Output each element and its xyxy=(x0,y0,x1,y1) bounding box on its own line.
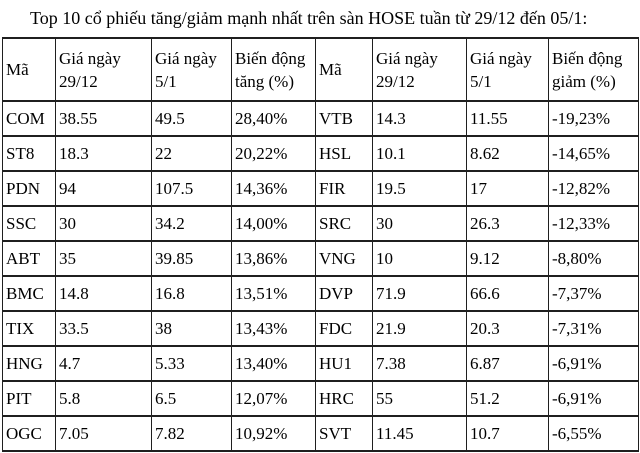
cell-stock-code-gainer: SSC xyxy=(3,206,56,241)
cell-change-up: 10,92% xyxy=(232,416,316,451)
cell-price-0501-gainer: 6.5 xyxy=(152,381,232,416)
cell-price-2912-gainer: 35 xyxy=(56,241,152,276)
table-row xyxy=(3,136,639,171)
cell-price-2912-gainer: 4.7 xyxy=(56,346,152,381)
cell-price-2912-loser: 21.9 xyxy=(373,311,467,346)
table-row xyxy=(3,206,639,241)
cell-price-0501-gainer: 5.33 xyxy=(152,346,232,381)
cell-price-2912-loser: 55 xyxy=(373,381,467,416)
column-header-code-losers: Mã xyxy=(316,38,373,101)
cell-change-down: -14,65% xyxy=(549,136,639,171)
cell-price-0501-loser: 26.3 xyxy=(467,206,549,241)
cell-change-down: -7,37% xyxy=(549,276,639,311)
table-body xyxy=(3,101,639,451)
cell-price-2912-loser: 10.1 xyxy=(373,136,467,171)
cell-stock-code-loser: HU1 xyxy=(316,346,373,381)
cell-price-2912-loser: 7.38 xyxy=(373,346,467,381)
table-row xyxy=(3,311,639,346)
stocks-table xyxy=(2,37,639,452)
cell-change-down: -19,23% xyxy=(549,101,639,136)
cell-change-down: -12,33% xyxy=(549,206,639,241)
column-header-price-2912-losers: Giá ngày 29/12 xyxy=(373,38,467,101)
cell-price-0501-gainer: 107.5 xyxy=(152,171,232,206)
cell-stock-code-loser: HSL xyxy=(316,136,373,171)
cell-stock-code-gainer: HNG xyxy=(3,346,56,381)
cell-stock-code-loser: HRC xyxy=(316,381,373,416)
column-header-change-up: Biến động tăng (%) xyxy=(232,38,316,101)
cell-price-2912-loser: 30 xyxy=(373,206,467,241)
cell-stock-code-loser: VNG xyxy=(316,241,373,276)
cell-price-0501-loser: 8.62 xyxy=(467,136,549,171)
cell-change-down: -6,91% xyxy=(549,381,639,416)
cell-price-0501-loser: 10.7 xyxy=(467,416,549,451)
cell-stock-code-loser: VTB xyxy=(316,101,373,136)
cell-price-0501-loser: 20.3 xyxy=(467,311,549,346)
cell-price-0501-loser: 9.12 xyxy=(467,241,549,276)
cell-price-0501-gainer: 39.85 xyxy=(152,241,232,276)
cell-price-2912-loser: 19.5 xyxy=(373,171,467,206)
cell-price-2912-gainer: 5.8 xyxy=(56,381,152,416)
cell-change-down: -12,82% xyxy=(549,171,639,206)
cell-price-0501-gainer: 22 xyxy=(152,136,232,171)
table-row xyxy=(3,171,639,206)
cell-stock-code-gainer: PDN xyxy=(3,171,56,206)
cell-stock-code-gainer: PIT xyxy=(3,381,56,416)
cell-price-2912-gainer: 7.05 xyxy=(56,416,152,451)
cell-price-2912-loser: 14.3 xyxy=(373,101,467,136)
cell-price-0501-loser: 6.87 xyxy=(467,346,549,381)
cell-change-down: -6,55% xyxy=(549,416,639,451)
column-header-price-2912-gainers: Giá ngày 29/12 xyxy=(56,38,152,101)
cell-price-2912-gainer: 14.8 xyxy=(56,276,152,311)
cell-change-up: 13,86% xyxy=(232,241,316,276)
cell-change-down: -7,31% xyxy=(549,311,639,346)
cell-change-up: 12,07% xyxy=(232,381,316,416)
column-header-change-down: Biến động giảm (%) xyxy=(549,38,639,101)
column-header-code-gainers: Mã xyxy=(3,38,56,101)
cell-stock-code-gainer: ABT xyxy=(3,241,56,276)
table-row xyxy=(3,101,639,136)
column-header-price-0501-gainers: Giá ngày 5/1 xyxy=(152,38,232,101)
cell-price-0501-gainer: 7.82 xyxy=(152,416,232,451)
cell-price-0501-gainer: 34.2 xyxy=(152,206,232,241)
table-header-row xyxy=(3,38,639,101)
cell-stock-code-loser: SVT xyxy=(316,416,373,451)
cell-stock-code-loser: DVP xyxy=(316,276,373,311)
cell-change-up: 14,36% xyxy=(232,171,316,206)
cell-price-2912-loser: 11.45 xyxy=(373,416,467,451)
column-header-price-0501-losers: Giá ngày 5/1 xyxy=(467,38,549,101)
table-row xyxy=(3,381,639,416)
table-row xyxy=(3,241,639,276)
cell-change-down: -6,91% xyxy=(549,346,639,381)
cell-price-2912-gainer: 38.55 xyxy=(56,101,152,136)
cell-price-0501-gainer: 49.5 xyxy=(152,101,232,136)
cell-price-0501-loser: 11.55 xyxy=(467,101,549,136)
cell-stock-code-loser: FDC xyxy=(316,311,373,346)
cell-price-2912-gainer: 18.3 xyxy=(56,136,152,171)
cell-stock-code-gainer: BMC xyxy=(3,276,56,311)
cell-stock-code-gainer: OGC xyxy=(3,416,56,451)
cell-stock-code-gainer: TIX xyxy=(3,311,56,346)
cell-price-2912-loser: 10 xyxy=(373,241,467,276)
cell-price-0501-gainer: 16.8 xyxy=(152,276,232,311)
cell-change-up: 14,00% xyxy=(232,206,316,241)
cell-change-up: 13,51% xyxy=(232,276,316,311)
cell-price-2912-gainer: 94 xyxy=(56,171,152,206)
page-title: Top 10 cổ phiếu tăng/giảm mạnh nhất trên sàn HOSE tuần từ 29/12 đến 05/1: xyxy=(30,8,588,28)
cell-price-2912-gainer: 33.5 xyxy=(56,311,152,346)
cell-stock-code-loser: FIR xyxy=(316,171,373,206)
cell-price-0501-loser: 17 xyxy=(467,171,549,206)
cell-change-up: 13,40% xyxy=(232,346,316,381)
table-row xyxy=(3,416,639,451)
cell-stock-code-gainer: ST8 xyxy=(3,136,56,171)
cell-stock-code-loser: SRC xyxy=(316,206,373,241)
cell-price-2912-gainer: 30 xyxy=(56,206,152,241)
table-row xyxy=(3,276,639,311)
cell-price-0501-gainer: 38 xyxy=(152,311,232,346)
cell-change-down: -8,80% xyxy=(549,241,639,276)
cell-price-2912-loser: 71.9 xyxy=(373,276,467,311)
cell-price-0501-loser: 66.6 xyxy=(467,276,549,311)
cell-change-up: 20,22% xyxy=(232,136,316,171)
table-row xyxy=(3,346,639,381)
cell-change-up: 28,40% xyxy=(232,101,316,136)
cell-stock-code-gainer: COM xyxy=(3,101,56,136)
cell-price-0501-loser: 51.2 xyxy=(467,381,549,416)
cell-change-up: 13,43% xyxy=(232,311,316,346)
